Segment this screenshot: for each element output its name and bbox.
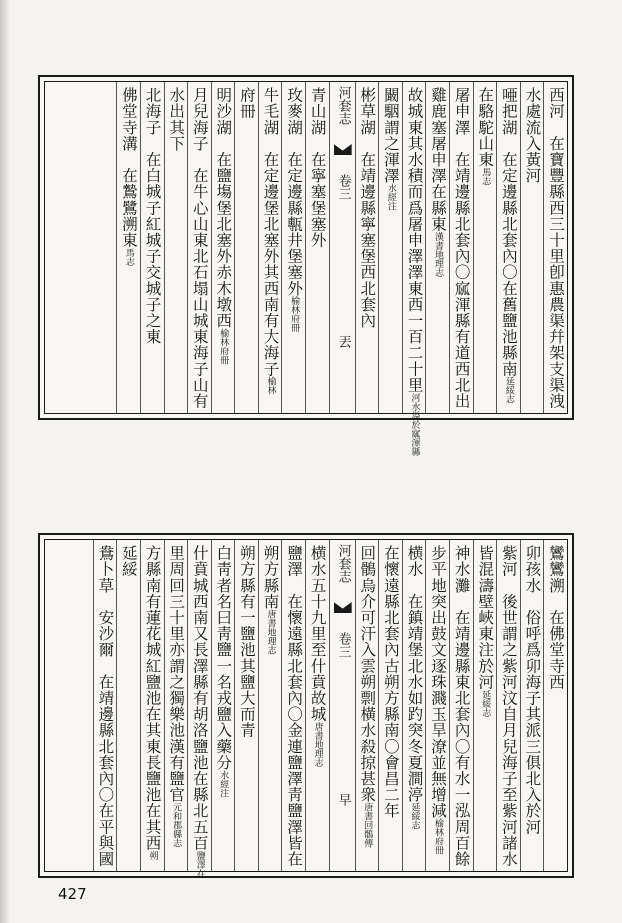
text-column: 什賁城西南又長澤縣有胡洛鹽池在縣北五百鹽澤在 bbox=[187, 540, 211, 871]
top-page-columns bbox=[45, 82, 567, 456]
text-column: 在駱駝山東馬志 bbox=[473, 82, 497, 413]
text-column: 里周回三十里亦謂之獨樂池漢有鹽官元和郡縣志 bbox=[164, 540, 188, 871]
text-column: 延綏 bbox=[116, 540, 140, 871]
text-column: 府冊 bbox=[234, 82, 258, 413]
text-column: 鴦卜草 安沙爾 在靖邊縣北套內〇在平與國 bbox=[93, 540, 117, 871]
text-column: 彬草湖 在靖邊縣寧塞堡西北套內 bbox=[355, 82, 379, 413]
text-column: 鸞鸞溯 在佛堂寺西 bbox=[543, 540, 567, 871]
text-column: 故城東其水積而爲屠申澤澤東西一百二十里河水溢於寙渾縣 bbox=[402, 82, 426, 413]
text-column: 朔方縣有一鹽池其鹽大而青 bbox=[234, 540, 258, 871]
folio-number: 丟 bbox=[335, 335, 351, 348]
volume-label: 卷三 bbox=[335, 632, 351, 658]
fish-tail-mark bbox=[334, 602, 352, 613]
text-column: 雞鹿塞屠申澤在縣東漢書地理志 bbox=[425, 82, 449, 413]
page-number: 427 bbox=[58, 885, 87, 903]
text-column: 回鶻烏介可汗入雲朔剽橫水殺掠甚衆唐書回鶻傳 bbox=[355, 540, 379, 871]
text-column: 皆混濤壁峽東注於河延綏志 bbox=[473, 540, 497, 871]
folio-number: 早 bbox=[335, 793, 351, 806]
text-column: 青山湖 在寧塞堡塞外 bbox=[305, 82, 329, 413]
text-column: 水處流入黃河 bbox=[520, 82, 544, 413]
text-column: 在懷遠縣北套內古朔方縣南〇會昌二年 bbox=[378, 540, 402, 871]
text-column: 横水五十九里至什賁故城唐書地理志 bbox=[305, 540, 329, 871]
text-column: 北海子 在白城子紅城子交城子之東 bbox=[140, 82, 164, 413]
top-page-frame bbox=[44, 81, 568, 456]
text-column: 白靑者名曰靑鹽一名戎鹽入藥分水經注 bbox=[211, 540, 235, 871]
text-column: 横水 在鎮靖堡北水如趵突冬夏澗渟延綏志 bbox=[402, 540, 426, 871]
text-column: 朔方縣南唐書地理志 bbox=[258, 540, 282, 871]
bottom-page-columns bbox=[45, 540, 567, 878]
top-page bbox=[38, 75, 574, 456]
scan-edge bbox=[0, 0, 10, 923]
text-column: 佛堂寺溝 在鷙鷺溯東馬志 bbox=[116, 82, 140, 413]
text-column: 步平地突出鼓文逐珠濺玉旱潦並無增減榆林府冊 bbox=[425, 540, 449, 871]
text-column: 神水灘 在靖邊縣東北套內〇有水一泓周百餘 bbox=[449, 540, 473, 871]
text-column: 紫河 後世謂之紫河汶自月兒海子至紫河諸水 bbox=[496, 540, 520, 871]
text-column: 月兒海子 在牛心山東北石塌山城東海子山有 bbox=[187, 82, 211, 413]
center-fold bbox=[329, 540, 355, 871]
text-column: 玫麥湖 在定邊縣甎井堡塞外榆林府冊 bbox=[281, 82, 305, 413]
center-fold bbox=[329, 82, 355, 413]
text-column: 鹽澤 在懷遠縣北套內〇金連鹽澤靑鹽澤皆在 bbox=[281, 540, 305, 871]
text-column: 西河 在寶豐縣西三十里卽惠農渠幷架支渠洩 bbox=[543, 82, 567, 413]
bottom-page-frame bbox=[44, 539, 568, 878]
book-title: 河套志 bbox=[335, 544, 351, 583]
text-column: 牛毛湖 在定邊堡北塞外其西南有大海子榆林 bbox=[258, 82, 282, 413]
text-column: 方縣南有蓮花城紅鹽池在其東長鹽池在其西朔 bbox=[140, 540, 164, 871]
text-column: 屠申澤 在靖邊縣北套內〇寙渾縣有道西北出 bbox=[449, 82, 473, 413]
book-title: 河套志 bbox=[335, 86, 351, 125]
text-column: 卯孩水 俗呼爲卯海子其派三俱北入於河 bbox=[520, 540, 544, 871]
text-column: 唖把湖 在定邊縣北套內〇在舊鹽池縣南延綏志 bbox=[496, 82, 520, 413]
bottom-page bbox=[38, 533, 574, 878]
text-column: 明沙湖 在鹽塲堡北塞外赤木墩西榆林府冊 bbox=[211, 82, 235, 413]
text-column: 水出其下 bbox=[164, 82, 188, 413]
fish-tail-mark bbox=[334, 144, 352, 155]
text-column: 闞駰謂之渾澤水經注 bbox=[378, 82, 402, 413]
volume-label: 卷三 bbox=[335, 174, 351, 200]
